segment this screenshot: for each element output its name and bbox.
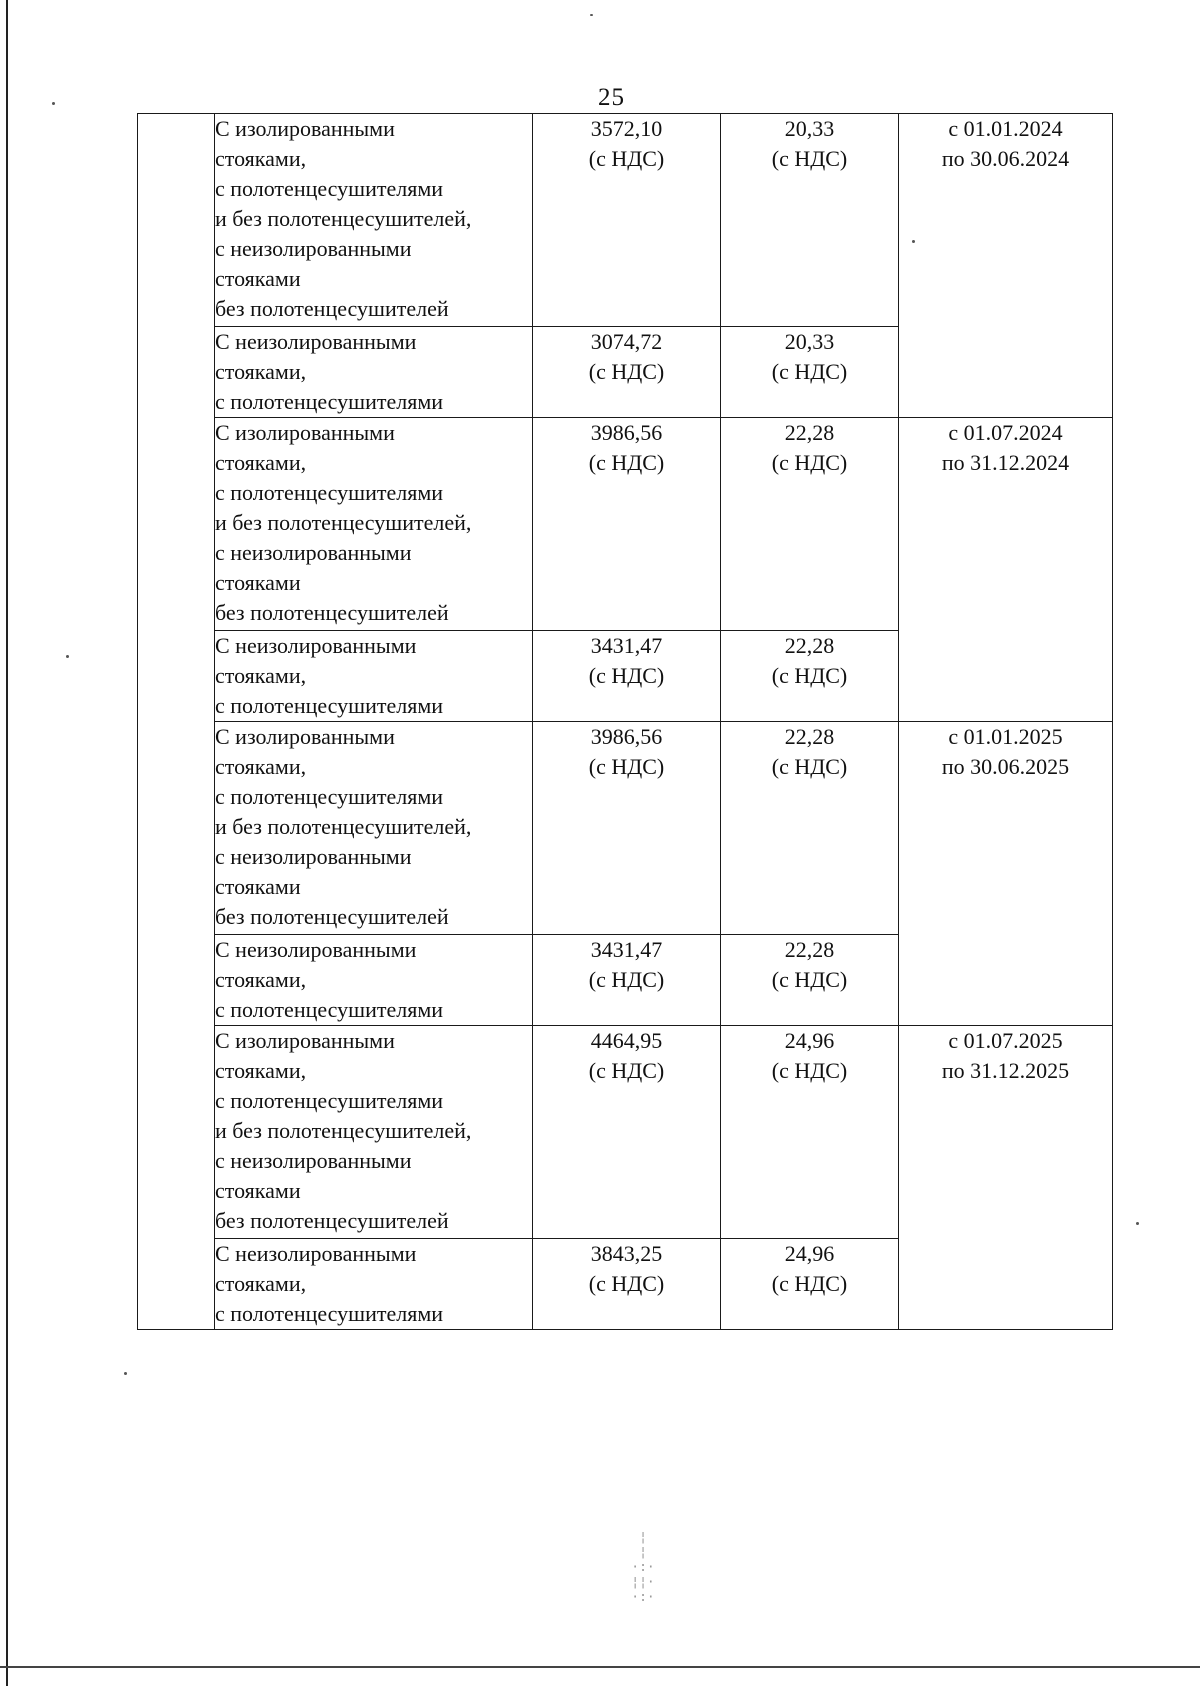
price-value: 3572,10	[590, 116, 663, 141]
period-end: по 30.06.2024	[941, 146, 1070, 171]
price-cell	[533, 327, 721, 418]
price-value: 3843,25	[590, 1241, 663, 1266]
table-row	[138, 114, 1113, 327]
rate-value: 22,28	[784, 937, 835, 962]
period-start: с 01.07.2024	[948, 420, 1063, 445]
price-note: (с НДС)	[588, 1058, 665, 1083]
rate-note: (с НДС)	[771, 663, 848, 688]
description-cell: С изолированными стояками, с полотенцесушителями и без полотенцесушителей, с неизолированными стояками без полотенцесушителей	[215, 722, 533, 935]
rate-value: 22,28	[784, 633, 835, 658]
rate-value: 20,33	[784, 329, 835, 354]
rate-note: (с НДС)	[771, 1058, 848, 1083]
scan-speck	[66, 655, 69, 658]
scan-bottom-edge	[0, 1666, 1200, 1668]
price-cell	[533, 114, 721, 327]
rate-cell	[721, 114, 899, 327]
rate-cell	[721, 935, 899, 1026]
description-cell: С неизолированными стояками, с полотенцесушителями	[215, 327, 533, 418]
rate-cell	[721, 327, 899, 418]
index-column-cell	[138, 114, 215, 1330]
rate-cell	[721, 418, 899, 631]
rate-note: (с НДС)	[771, 967, 848, 992]
rate-note: (с НДС)	[771, 1271, 848, 1296]
scan-left-edge	[6, 0, 8, 1686]
scan-noise: ¦ ¦ ·:· ¦¦· ·:·	[631, 1530, 655, 1605]
description-cell: С неизолированными стояками, с полотенцесушителями	[215, 631, 533, 722]
price-value: 4464,95	[590, 1028, 663, 1053]
description-cell: С неизолированными стояками, с полотенцесушителями	[215, 1239, 533, 1330]
rate-note: (с НДС)	[771, 146, 848, 171]
price-note: (с НДС)	[588, 967, 665, 992]
price-value: 3986,56	[590, 420, 663, 445]
rate-note: (с НДС)	[771, 754, 848, 779]
rate-note: (с НДС)	[771, 450, 848, 475]
rate-value: 20,33	[784, 116, 835, 141]
period-cell	[899, 418, 1113, 722]
price-note: (с НДС)	[588, 754, 665, 779]
description-cell: С неизолированными стояками, с полотенцесушителями	[215, 935, 533, 1026]
price-cell	[533, 1239, 721, 1330]
rate-note: (с НДС)	[771, 359, 848, 384]
scan-speck	[124, 1372, 127, 1375]
rate-value: 22,28	[784, 724, 835, 749]
price-value: 3986,56	[590, 724, 663, 749]
description-cell: С изолированными стояками, с полотенцесушителями и без полотенцесушителей, с неизолированными стояками без полотенцесушителей	[215, 418, 533, 631]
rate-cell	[721, 1026, 899, 1239]
price-value: 3074,72	[590, 329, 663, 354]
scan-speck	[912, 240, 915, 243]
price-cell	[533, 935, 721, 1026]
rate-cell	[721, 1239, 899, 1330]
table-row	[138, 418, 1113, 631]
period-start: с 01.07.2025	[948, 1028, 1063, 1053]
price-cell	[533, 1026, 721, 1239]
scan-speck	[590, 14, 593, 16]
price-cell	[533, 722, 721, 935]
table-row	[138, 1026, 1113, 1239]
page-number: 25	[598, 84, 625, 111]
table-row	[138, 722, 1113, 935]
price-cell	[533, 418, 721, 631]
period-cell	[899, 114, 1113, 418]
description-cell: С изолированными стояками, с полотенцесушителями и без полотенцесушителей, с неизолированными стояками без полотенцесушителей	[215, 1026, 533, 1239]
price-note: (с НДС)	[588, 359, 665, 384]
price-value: 3431,47	[590, 633, 663, 658]
tariff-table	[137, 113, 1113, 1330]
price-note: (с НДС)	[588, 663, 665, 688]
price-note: (с НДС)	[588, 450, 665, 475]
period-end: по 31.12.2024	[941, 450, 1070, 475]
period-cell	[899, 1026, 1113, 1330]
period-start: с 01.01.2024	[948, 116, 1063, 141]
price-note: (с НДС)	[588, 1271, 665, 1296]
rate-value: 22,28	[784, 420, 835, 445]
period-cell	[899, 722, 1113, 1026]
period-start: с 01.01.2025	[948, 724, 1063, 749]
period-end: по 30.06.2025	[941, 754, 1070, 779]
price-cell	[533, 631, 721, 722]
rate-value: 24,96	[784, 1028, 835, 1053]
scan-speck	[52, 102, 55, 105]
rate-value: 24,96	[784, 1241, 835, 1266]
price-value: 3431,47	[590, 937, 663, 962]
rate-cell	[721, 722, 899, 935]
description-cell: С изолированными стояками, с полотенцесушителями и без полотенцесушителей, с неизолированными стояками без полотенцесушителей	[215, 114, 533, 327]
period-end: по 31.12.2025	[941, 1058, 1070, 1083]
rate-cell	[721, 631, 899, 722]
price-note: (с НДС)	[588, 146, 665, 171]
scan-speck	[1136, 1222, 1139, 1225]
